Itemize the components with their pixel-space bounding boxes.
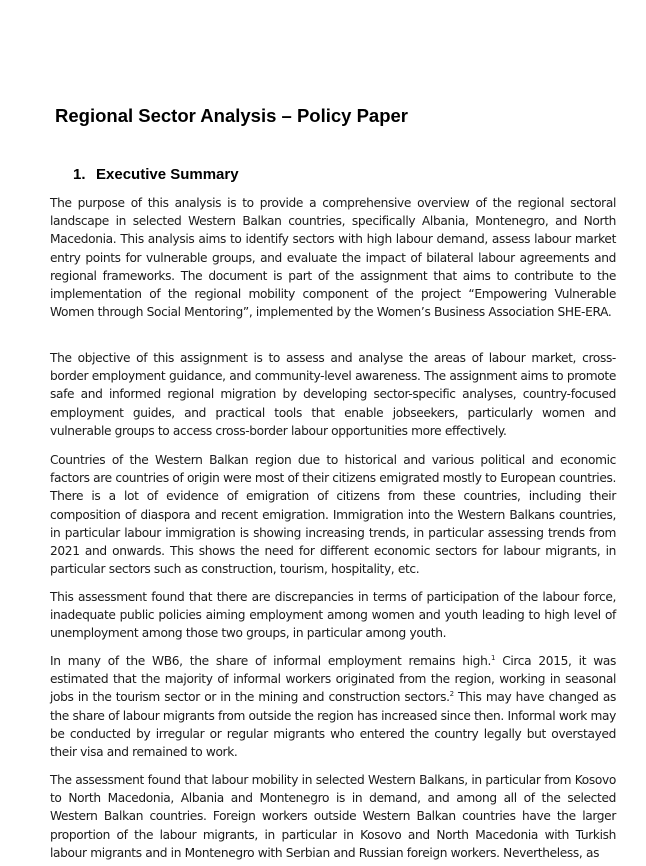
paragraph-text: In many of the WB6, the share of informal employment remains high.	[50, 654, 491, 668]
section-heading-text: Executive Summary	[96, 166, 239, 183]
paragraph-text: This may have changed as the share of labour migrants from outside the region has increased since then. Informal work may be conducted by irregular or regular migrants who entered the country legally but overstayed their visa and remained to work.	[50, 690, 617, 760]
paragraph-labour-mobility: The assessment found that labour mobility in selected Western Balkans, in particular from Kosovo to North Macedonia, Albania and Montenegro is in demand, and among all of the selected Western Balkan countries. Foreign workers outside Western Balkan countries have the larger proportion of the labour migrants, in particular in Kosovo and North Macedonia with Turkish labour migrants and in Montenegro with Serbian and Russian foreign workers. Nevertheless, as	[50, 773, 616, 860]
section-heading	[73, 166, 239, 183]
paragraph-text: Circa 2015, it was estimated that the majority of informal workers originated from the region, working in seasonal jobs in the tourism sector or in the mining and construction sectors.	[50, 654, 616, 705]
paragraph-purpose: The purpose of this analysis is to provide a comprehensive overview of the regional sectoral landscape in selected Western Balkan countries, specifically Albania, Montenegro, and North Macedonia. This analysis aims to identify sectors with high labour demand, assess labour market entry points for vulnerable groups, and evaluate the impact of bilateral labour agreements and regional frameworks. The document is part of the assignment that aims to contribute to the implementation of the regional mobility component of the project “Empowering Vulnerable Women through Social Mentoring”, implemented by the Women’s Business Association SHE-ERA.	[50, 196, 616, 320]
section-number: 1.	[73, 166, 86, 183]
paragraph-informal-employment	[50, 652, 616, 761]
document-title: Regional Sector Analysis – Policy Paper	[55, 105, 409, 126]
footnote-ref-1[interactable]: 1	[490, 654, 496, 662]
paragraph-objective: The objective of this assignment is to assess and analyse the areas of labour market, cross-border employment guidance, and community-level awareness. The assignment aims to promote safe and informed regional migration by developing sector-specific analyses, country-focused employment guides, and practical tools that enable jobseekers, particularly women and vulnerable groups to access cross-border labour opportunities more effectively.	[50, 351, 616, 438]
paragraph-discrepancies: This assessment found that there are discrepancies in terms of participation of the labour force, inadequate public policies aiming employment among women and youth leading to high level of unemployment among those two groups, in particular among youth.	[50, 590, 616, 641]
footnote-ref-2[interactable]: 2	[449, 690, 454, 699]
paragraph-countries: Countries of the Western Balkan region due to historical and various political and economic factors are countries of origin were most of their citizens emigrated mostly to European countries. There is a lot of evidence of emigration of citizens from these countries, including their composition of diaspora and recent emigration. Immigration into the Western Balkans countries, in particular labour immigration is showing increasing trends, in particular assessing trends from 2021 and onwards. This shows the need for different economic sectors for labour migrants, in particular sectors such as construction, tourism, hospitality, etc.	[50, 453, 616, 577]
